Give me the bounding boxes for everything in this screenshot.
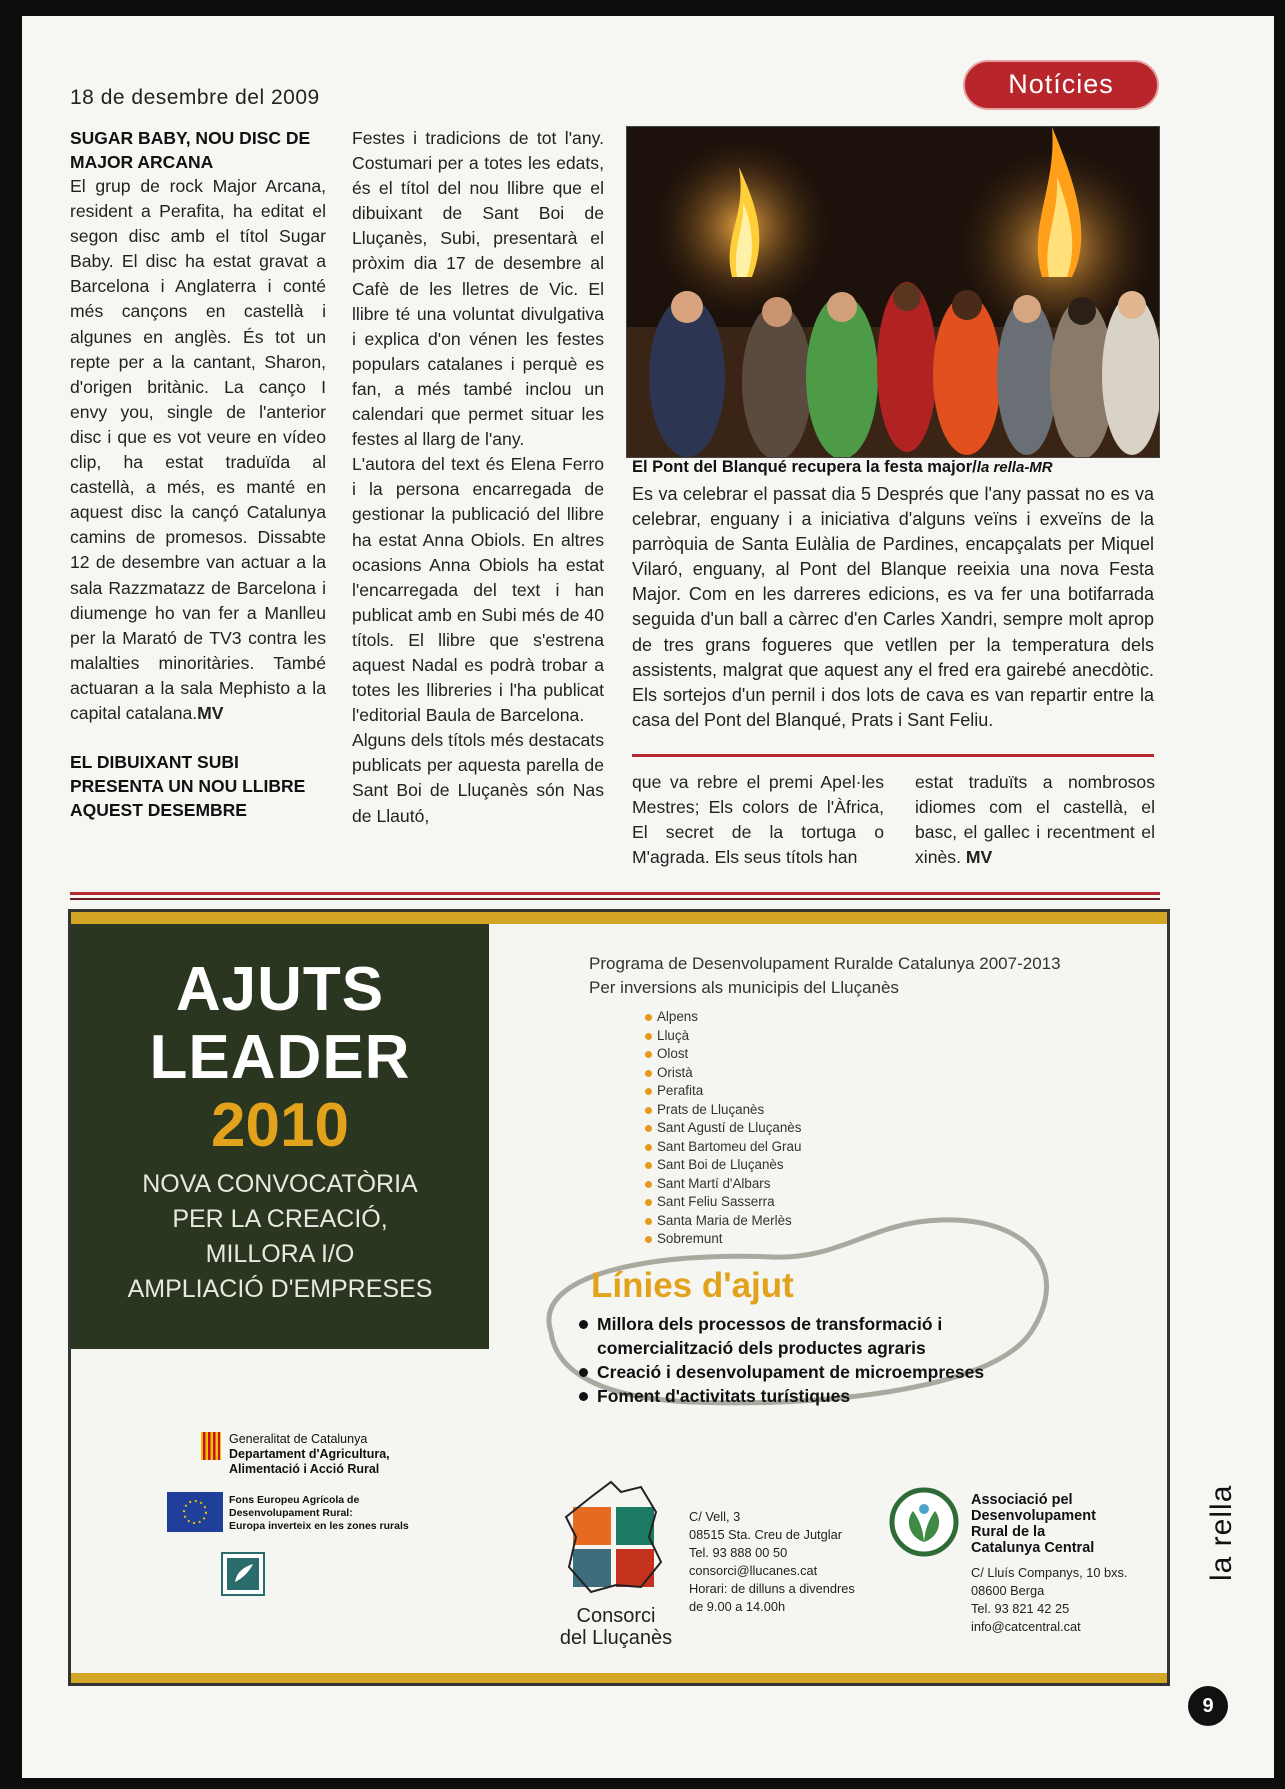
municipality: Alpens: [645, 1008, 801, 1027]
ad-divider: [70, 892, 1160, 895]
eu-line: Fons Europeu Agrícola de: [229, 1494, 360, 1506]
magazine-page: [22, 16, 1274, 1778]
aid-line-item: Millora dels processos de transformació i comercialització dels productes agraris: [579, 1312, 957, 1360]
aid-lines-title: Línies d'ajut: [591, 1266, 794, 1305]
municipality: Sant Boi de Lluçanès: [645, 1156, 801, 1175]
issue-date: 18 de desembre del 2009: [70, 86, 320, 109]
assoc-name-line: Associació pel: [971, 1492, 1073, 1508]
subi-paragraph-2: L'autora del text és Elena Ferro i la persona encarregada de gestionar la publicació del llibre ha estat Anna Obiols. En altres ocasions Anna Obiols ha estat l'encarregada del text i han publicat amb en Subi més de 40 títols. El llibre que s'estrena aquest Nadal es podrà trobar a totes les llibreries i l'ha publicat l'editorial Baula de Barcelona.: [352, 454, 604, 726]
municipality: Olost: [645, 1045, 801, 1064]
section-divider: [632, 754, 1154, 757]
municipality: Prats de Lluçanès: [645, 1101, 801, 1120]
consorci-name-line: del Lluçanès: [559, 1627, 673, 1649]
ad-subtitle-4: AMPLIACIÓ D'EMPRESES: [127, 1275, 433, 1303]
association-contact: [971, 1564, 1127, 1636]
signature: MV: [965, 847, 993, 868]
subi-continuation-text: que va rebre el premi Apel·les Mestres; Els colors de l'Àfrica, El secret de la tortuga o M'agrada. Els seus títols han: [632, 772, 884, 868]
article-sugar-baby: [70, 126, 326, 822]
municipality: Sant Bartomeu del Grau: [645, 1138, 801, 1157]
photo-caption: [632, 458, 1053, 477]
consorci-map-icon: [561, 1477, 666, 1602]
signature: MV: [197, 702, 224, 723]
headline-subi: EL DIBUIXANT SUBI PRESENTA UN NOU LLIBRE AQUEST DESEMBRE: [70, 752, 306, 821]
subi-continuation: [632, 770, 884, 870]
subi-continuation-end: [915, 770, 1155, 870]
aid-line-item: Foment d'activitats turístiques: [579, 1384, 984, 1408]
municipality: Sant Agustí de Lluçanès: [645, 1119, 801, 1138]
eu-line: Desenvolupament Rural:: [229, 1507, 353, 1519]
gen-line: Departament d'Agricultura,: [229, 1447, 390, 1461]
eu-line: Europa inverteix en les zones rurals: [229, 1520, 409, 1532]
caption-text: El Pont del Blanqué recupera la festa major/: [632, 458, 977, 476]
association-leaf-icon: [889, 1487, 959, 1557]
article-subi: [352, 126, 604, 829]
senyera-icon: [201, 1432, 221, 1460]
contact-line: Horari: de dilluns a divendres: [689, 1581, 855, 1596]
aid-line-item: Creació i desenvolupament de microempreses: [579, 1360, 984, 1384]
contact-line: info@catcentral.cat: [971, 1619, 1081, 1634]
bonfire-photo: [626, 126, 1160, 458]
municipality: Oristà: [645, 1064, 801, 1083]
contact-line: 08600 Berga: [971, 1583, 1045, 1598]
contact-line: 08515 Sta. Creu de Jutglar: [689, 1527, 842, 1542]
assoc-name-line: Rural de la: [971, 1524, 1046, 1540]
pont-blanque-body: Es va celebrar el passat dia 5 Després que l'any passat no es va celebrar, enguany i a iniciativa d'alguns veïns i exveïns de la parròquia de Santa Eulàlia de Pardines, encapçalats per Miquel Vilaró, enguany, al Pont del Blanque reeixia una nova Festa Major. Com en les darreres edicions, es va fer una botifarrada seguida d'un ball a càrrec d'en Carles Xandri, sempre molt aprop de tres grans fogueres que vetllen per la temperatura dels assistents, malgrat que aquest any el fred era gairebé anecdòtic. Els sortejos d'un pernil i dos lots de cava es van repartir entre la casa del Pont del Blanqué, Prats i Sant Feliu.: [632, 484, 1154, 730]
consorci-name: [551, 1605, 681, 1649]
subi-ending: [915, 770, 1155, 870]
ad-title-year: 2010: [211, 1091, 349, 1160]
eu-text: [229, 1494, 439, 1533]
consorci-contact: [689, 1508, 855, 1616]
assoc-name-line: Desenvolupament: [971, 1508, 1096, 1524]
contact-line: de 9.00 a 14.00h: [689, 1599, 786, 1614]
subi-paragraph-1: Festes i tradicions de tot l'any. Costumari per a totes les edats, és el títol del nou llibre que el dibuixant de Sant Boi de Lluçanès, Subi, presentarà el pròxim dia 17 de desembre al Cafè de les lletres de Vic. El llibre té una voluntat divulgativa i explica d'on vénen les festes populars catalanes i perquè es fan, a més també inclou un calendari que permet situar les festes al llarg de l'any.: [352, 128, 604, 450]
magazine-name: la rella: [1205, 1484, 1238, 1581]
article-pont-blanque: [632, 482, 1154, 733]
ad-title-leader: LEADER: [149, 1023, 411, 1092]
municipality: Santa Maria de Merlès: [645, 1212, 801, 1231]
section-tag: Notícies: [963, 60, 1159, 110]
leader-logo-icon: [221, 1552, 265, 1596]
gen-line: Alimentació i Acció Rural: [229, 1462, 380, 1476]
leader-advertisement: [68, 909, 1170, 1686]
municipality: Sobremunt: [645, 1230, 801, 1249]
contact-line: consorci@llucanes.cat: [689, 1563, 818, 1578]
ad-subtitle-1: NOVA CONVOCATÒRIA: [142, 1170, 418, 1198]
headline-sugar-baby: SUGAR BABY, NOU DISC DE MAJOR ARCANA: [70, 128, 311, 172]
ad-subtitle-2: PER LA CREACIÓ,: [172, 1205, 388, 1233]
association-name: [971, 1492, 1096, 1556]
municipality: Lluçà: [645, 1027, 801, 1046]
municipality: Sant Martí d'Albars: [645, 1175, 801, 1194]
contact-line: Tel. 93 821 42 25: [971, 1601, 1070, 1616]
aid-lines-list: [579, 1312, 984, 1408]
subi-ending-text: estat traduïts a nombrosos idiomes com el castellà, el basc, el gallec i recentment el xinès.: [915, 772, 1155, 868]
municipality: Sant Feliu Sasserra: [645, 1193, 801, 1212]
ad-title-ajuts: AJUTS: [175, 955, 385, 1024]
generalitat-text: [229, 1432, 429, 1477]
ad-subtitle-3: MILLORA I/O: [205, 1240, 355, 1268]
article-body-sugar-baby: [70, 174, 326, 726]
ad-green-panel: [71, 924, 489, 1349]
municipality: Perafita: [645, 1082, 801, 1101]
assoc-name-line: Catalunya Central: [971, 1540, 1095, 1556]
bonfire-illustration: [627, 127, 1159, 457]
subi-paragraph-3: Alguns dels títols més destacats publicats per aquesta parella de Sant Boi de Lluçanès són Nas de Llautó,: [352, 730, 604, 826]
body-text: El grup de rock Major Arcana, resident a Perafita, ha editat el segon disc amb el títol Sugar Baby. El disc ha estat gravat a Barcelona i Anglaterra i conté més cançons en castellà i algunes en anglès. És tot un repte per a la cantant, Sharon, d'origen britànic. La canço I envy you, single de l'anterior disc i que es vot veure en vídeo clip, ha estat traduïda al castellà, a més, es manté en aquest disc la cançó Catalunya camins de promesos. Dissabte 12 de desembre van actuar a la sala Razzmatazz de Barcelona i diumenge ho van fer a Manlleu per la Marató de TV3 contra les malalties minoritàries. També actuaran a la sala Mephisto a la capital catalana.: [70, 176, 326, 723]
contact-line: Tel. 93 888 00 50: [689, 1545, 788, 1560]
ad-top-bar: [71, 912, 1167, 924]
consorci-name-line: Consorci: [576, 1605, 656, 1627]
contact-line: C/ Lluís Companys, 10 bxs.: [971, 1565, 1128, 1580]
eu-flag-icon: [167, 1492, 223, 1532]
ad-bottom-bar: [71, 1673, 1167, 1683]
program-title: Programa de Desenvolupament Ruralde Catalunya 2007-2013: [589, 954, 1061, 973]
contact-line: C/ Vell, 3: [689, 1509, 741, 1524]
page-number: 9: [1188, 1686, 1228, 1726]
photo-credit: la rella-MR: [976, 459, 1053, 476]
ad-divider-dark: [70, 898, 1160, 900]
gen-line: Generalitat de Catalunya: [229, 1432, 368, 1446]
program-subtitle: Per inversions als municipis del Lluçanès: [589, 978, 899, 997]
